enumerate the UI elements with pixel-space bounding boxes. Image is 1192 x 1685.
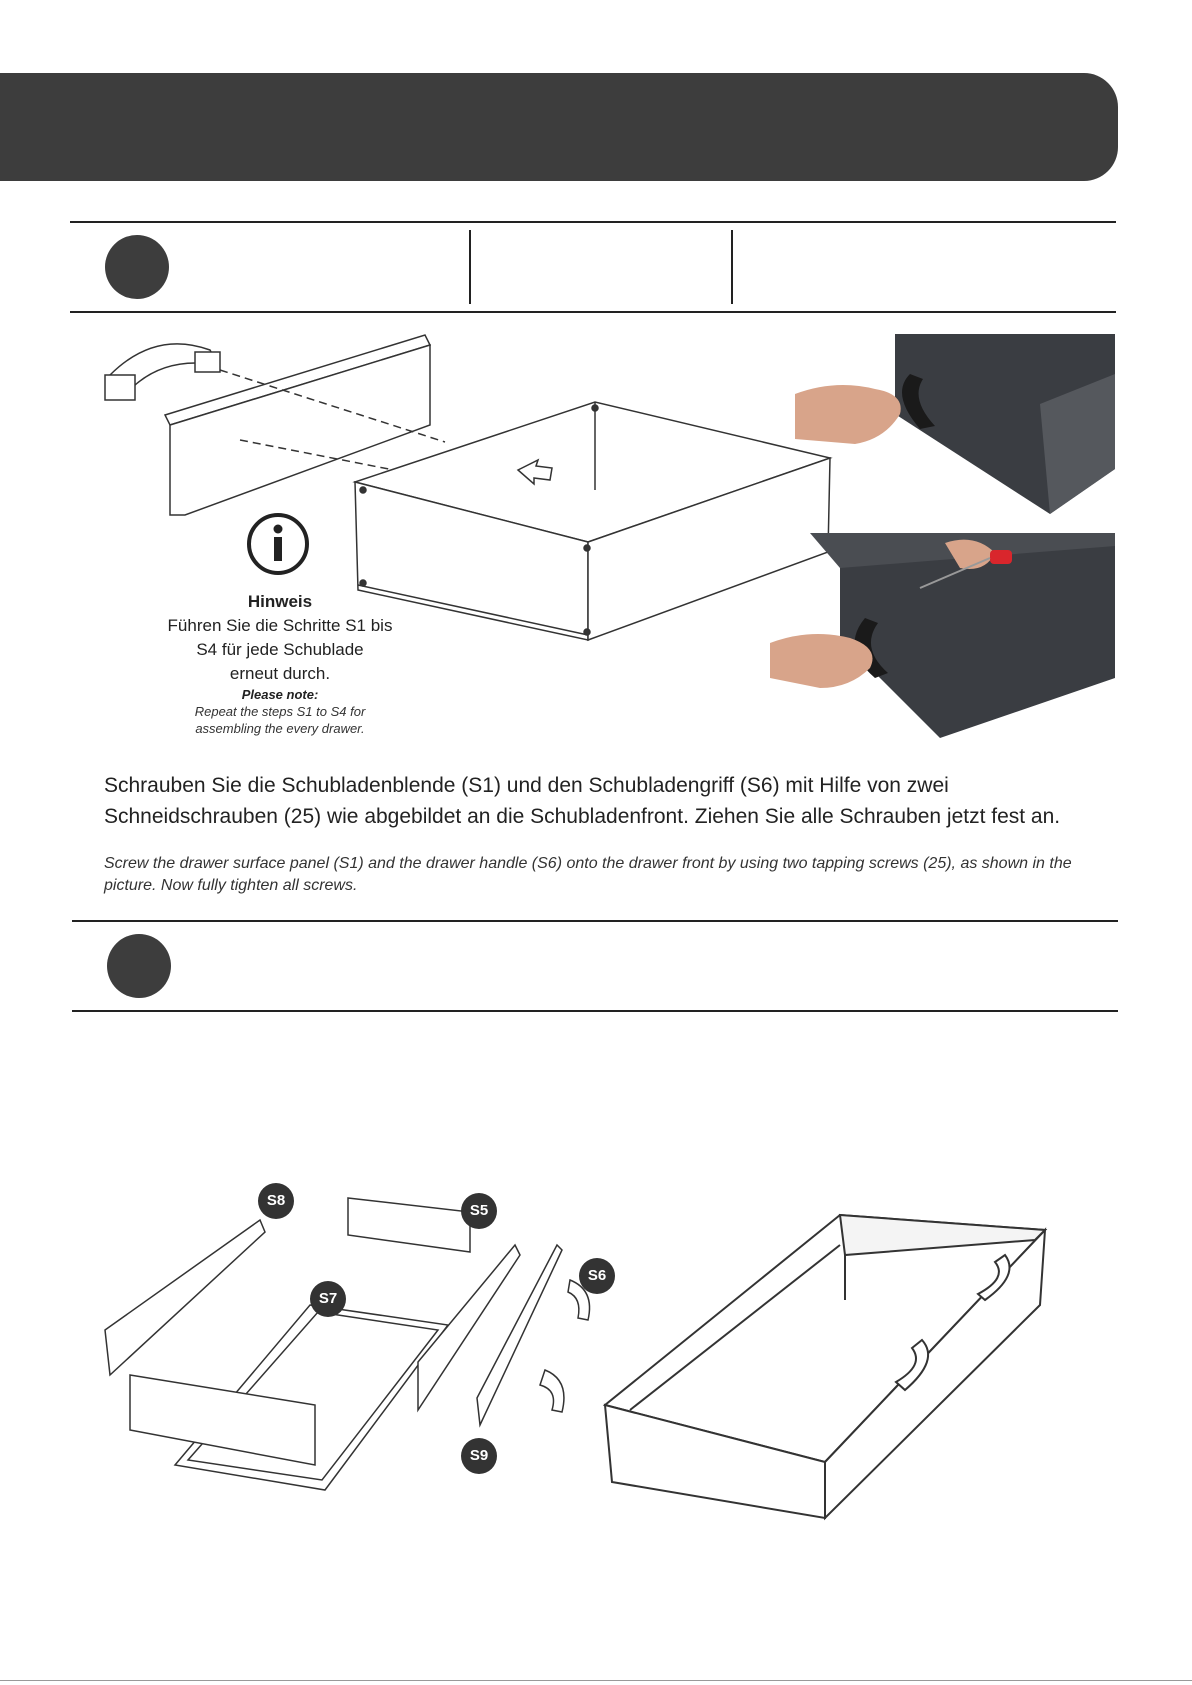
note-block — [140, 590, 420, 737]
note-line-de-3: erneut durch. — [229, 664, 331, 683]
part-label-s7: S7 — [310, 1281, 346, 1317]
note-line-de-2: S4 für jede Schublade — [196, 640, 364, 659]
note-line-en-1: Repeat the steps S1 to S4 for — [194, 704, 366, 719]
part-label-s5: S5 — [461, 1193, 497, 1229]
step1-top-rule — [70, 221, 1116, 223]
part-label-s6: S6 — [579, 1258, 615, 1294]
assembled-drawer-illustration — [600, 1200, 1060, 1530]
header-band — [0, 73, 1118, 181]
note-title-en: Please note: — [241, 687, 319, 702]
instruction-en: Screw the drawer surface panel (S1) and the drawer handle (S6) onto the drawer front by using two tapping screws (25), as shown in the picture. Now fully tighten all screws. — [104, 855, 1072, 894]
step1-number-dot — [105, 235, 169, 299]
note-line-de-1: Führen Sie die Schritte S1 bis — [167, 616, 393, 635]
part-label-s8: S8 — [258, 1183, 294, 1219]
step1-column-divider-2 — [731, 230, 733, 304]
drawer-parts-exploded-illustration — [100, 1180, 600, 1510]
step1-column-divider-1 — [469, 230, 471, 304]
step2-top-rule — [72, 920, 1118, 922]
note-line-en-2: assembling the every drawer. — [195, 721, 365, 736]
page-bottom-edge — [0, 1680, 1192, 1681]
step1-bottom-rule — [70, 311, 1116, 313]
photo-screw-handle — [770, 528, 1115, 738]
step2-bottom-rule — [72, 1010, 1118, 1012]
note-title-de: Hinweis — [247, 592, 313, 611]
instruction-de: Schrauben Sie die Schubladenblende (S1) und den Schubladengriff (S6) mit Hilfe von zwei Schneidschrauben (25) wie abgebildet an die Schubladenfront. Ziehen Sie alle Schrauben jetzt fest an. — [104, 774, 1061, 828]
part-label-s9: S9 — [461, 1438, 497, 1474]
step2-number-dot — [107, 934, 171, 998]
info-icon — [246, 512, 310, 576]
photo-attach-handle — [795, 334, 1115, 514]
